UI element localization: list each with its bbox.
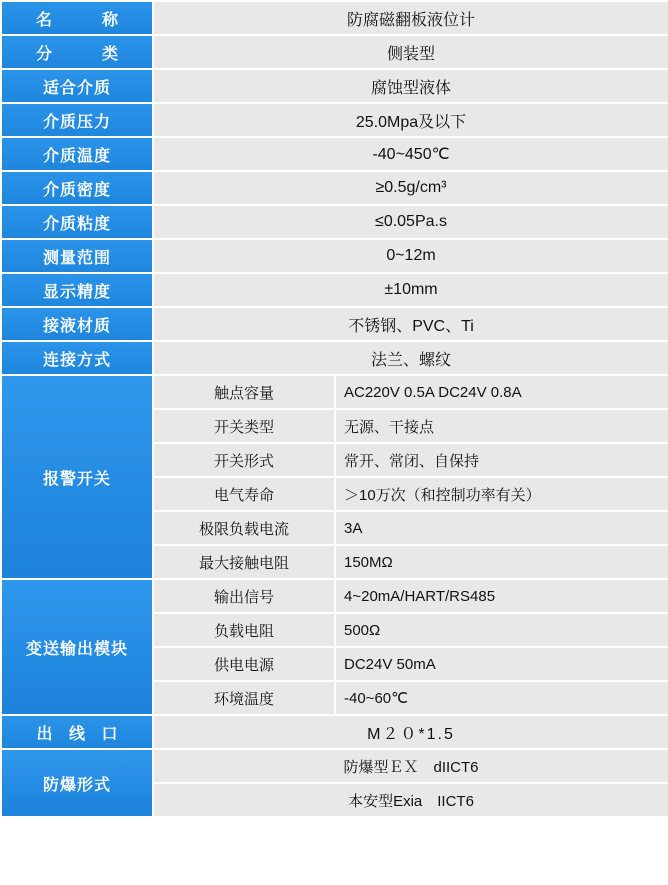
group-label-explosion: 防爆形式 xyxy=(2,750,152,816)
sub-value: 500Ω xyxy=(336,614,668,646)
row-value-outlet: M２０*1.5 xyxy=(154,716,668,748)
group-label-transmitter: 变送输出模块 xyxy=(2,580,152,714)
row-label: 分 类 xyxy=(2,36,152,68)
row-label: 显示精度 xyxy=(2,274,152,306)
sub-label: 供电电源 xyxy=(154,648,334,680)
row-label: 介质温度 xyxy=(2,138,152,170)
sub-value: 防爆型ＥＸ dIICT6 xyxy=(154,750,668,782)
sub-value: 150MΩ xyxy=(336,546,668,578)
sub-label: 极限负载电流 xyxy=(154,512,334,544)
table-row xyxy=(2,104,668,136)
row-label: 介质压力 xyxy=(2,104,152,136)
row-label: 适合介质 xyxy=(2,70,152,102)
row-value: 不锈钢、PVC、Ti xyxy=(154,308,668,340)
row-value: 0~12m xyxy=(154,240,668,272)
row-label: 连接方式 xyxy=(2,342,152,374)
sub-value: AC220V 0.5A DC24V 0.8A xyxy=(336,376,668,408)
row-value: ±10mm xyxy=(154,274,668,306)
group-label-alarm: 报警开关 xyxy=(2,376,152,578)
table-row-alarm xyxy=(2,376,668,408)
row-label: 介质粘度 xyxy=(2,206,152,238)
table-row-transmitter xyxy=(2,580,668,612)
sub-value: 常开、常闭、自保持 xyxy=(336,444,668,476)
row-value: 25.0Mpa及以下 xyxy=(154,104,668,136)
row-label: 接液材质 xyxy=(2,308,152,340)
table-row xyxy=(2,172,668,204)
sub-value: DC24V 50mA xyxy=(336,648,668,680)
sub-label: 环境温度 xyxy=(154,682,334,714)
table-row xyxy=(2,274,668,306)
sub-value: 4~20mA/HART/RS485 xyxy=(336,580,668,612)
sub-value: 无源、干接点 xyxy=(336,410,668,442)
row-value: 法兰、螺纹 xyxy=(154,342,668,374)
table-row-outlet xyxy=(2,716,668,748)
row-value: 防腐磁翻板液位计 xyxy=(154,2,668,34)
sub-value: 3A xyxy=(336,512,668,544)
sub-label: 输出信号 xyxy=(154,580,334,612)
row-label: 名 称 xyxy=(2,2,152,34)
sub-value: ＞10万次（和控制功率有关） xyxy=(336,478,668,510)
table-row xyxy=(2,308,668,340)
table-row xyxy=(2,2,668,34)
table-row xyxy=(2,36,668,68)
row-value: 腐蚀型液体 xyxy=(154,70,668,102)
table-row-explosion xyxy=(2,750,668,782)
sub-label: 开关类型 xyxy=(154,410,334,442)
row-label-outlet: 出 线 口 xyxy=(2,716,152,748)
row-label: 测量范围 xyxy=(2,240,152,272)
table-row xyxy=(2,240,668,272)
table-row xyxy=(2,206,668,238)
table-row xyxy=(2,138,668,170)
sub-label: 最大接触电阻 xyxy=(154,546,334,578)
row-label: 介质密度 xyxy=(2,172,152,204)
sub-label: 触点容量 xyxy=(154,376,334,408)
sub-label: 负载电阻 xyxy=(154,614,334,646)
sub-label: 开关形式 xyxy=(154,444,334,476)
sub-value: -40~60℃ xyxy=(336,682,668,714)
row-value: ≥0.5g/cm³ xyxy=(154,172,668,204)
row-value: -40~450℃ xyxy=(154,138,668,170)
table-row xyxy=(2,70,668,102)
table-row xyxy=(2,342,668,374)
sub-value: 本安型Exia IICT6 xyxy=(154,784,668,816)
row-value: 侧装型 xyxy=(154,36,668,68)
row-value: ≤0.05Pa.s xyxy=(154,206,668,238)
sub-label: 电气寿命 xyxy=(154,478,334,510)
